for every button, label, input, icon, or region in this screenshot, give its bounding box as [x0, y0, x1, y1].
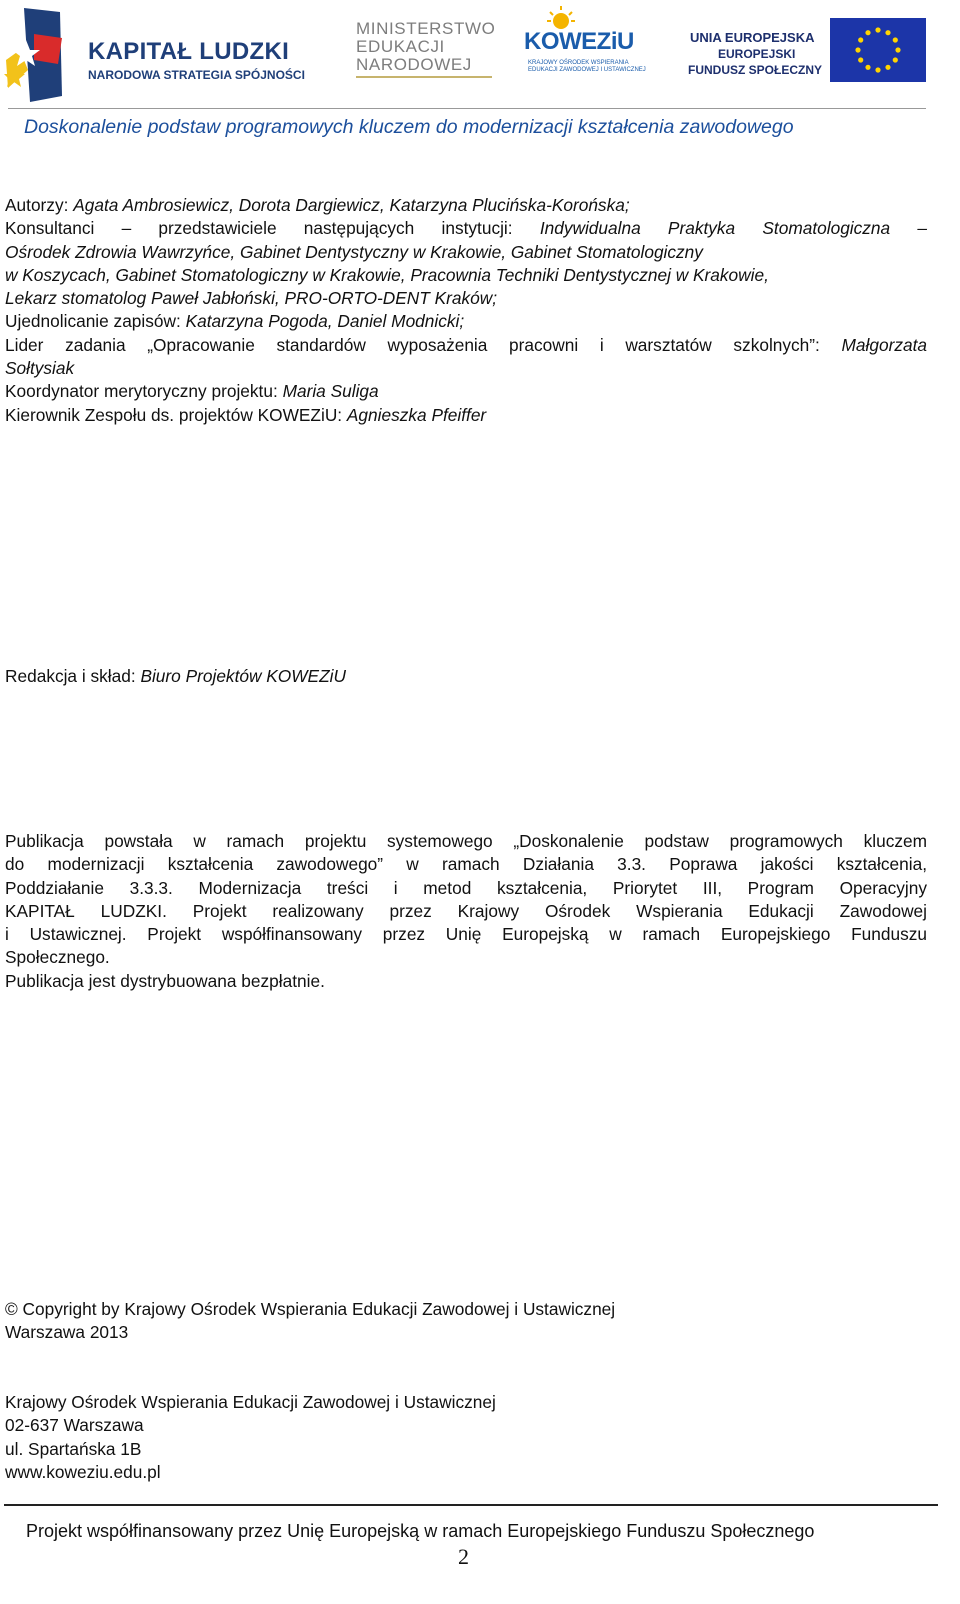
address-section [5, 1391, 927, 1484]
document-title: Doskonalenie podstaw programowych kluczem do modernizacji kształcenia zawodowego [24, 116, 794, 138]
copyright-year: Warszawa 2013 [5, 1322, 129, 1343]
ministerstwo-line3: NARODOWEJ [356, 55, 472, 74]
unia-europejska-logo [688, 4, 938, 92]
koweziu-logo [524, 4, 644, 84]
koweziu-subtitle-line2: EDUKACJI ZAWODOWEJ I USTAWICZNEJ [528, 67, 646, 73]
team-head-label: Kierownik Zespołu ds. projektów KOWEZiU: [5, 404, 347, 425]
consultants-line-4: Lekarz stomatolog Paweł Jabłoński, PRO-ORTO-DENT Kraków; [5, 288, 498, 309]
kapital-ludzki-logo [4, 4, 304, 104]
authors-label: Autorzy: [5, 195, 74, 215]
footer-divider [4, 1504, 938, 1506]
postal-code-city: 02-637 Warszawa [5, 1415, 144, 1436]
unia-line1: UNIA EUROPEJSKA [690, 30, 815, 45]
unification-label: Ujednolicanie zapisów: [5, 311, 186, 332]
unia-line2: EUROPEJSKI [718, 47, 796, 61]
unification-names: Katarzyna Pogoda, Daniel Modnicki; [185, 311, 465, 332]
unia-line3: FUNDUSZ SPOŁECZNY [688, 63, 823, 77]
publication-line-1: Publikacja powstała w ramach projektu systemowego „Doskonalenie podstaw programowych kluczem [5, 831, 927, 851]
consultants-line-3: w Koszycach, Gabinet Stomatologiczny w Krakowie, Pracownia Techniki Dentystycznej w Krakowie, [5, 264, 769, 285]
unification-line [5, 310, 927, 333]
ministerstwo-logo [356, 20, 506, 100]
consultants-line-2: Ośrodek Zdrowia Wawrzyńce, Gabinet Dentystyczny w Krakowie, Gabinet Stomatologiczny [5, 241, 703, 262]
leader-label: Lider zadania „Opracowanie standardów wyposażenia pracowni i warsztatów szkolnych”: [5, 334, 842, 355]
coordinator-label: Koordynator merytoryczny projektu: [5, 381, 283, 402]
street-address: ul. Spartańska 1B [5, 1438, 142, 1459]
page-number: 2 [458, 1544, 469, 1569]
publication-line-4: KAPITAŁ LUDZKI. Projekt realizowany przez Krajowy Ośrodek Wspierania Edukacji Zawodowej [5, 900, 927, 921]
leader-line [5, 334, 927, 357]
leader-surname: Sołtysiak [5, 358, 75, 379]
kapital-ludzki-emblem-icon [4, 4, 84, 104]
kapital-ludzki-subtitle: NARODOWA STRATEGIA SPÓJNOŚCI [88, 68, 305, 82]
leader-first-name: Małgorzata [841, 334, 927, 355]
header-divider [8, 108, 926, 109]
kapital-ludzki-title: KAPITAŁ LUDZKI [88, 38, 290, 65]
authors-names: Agata Ambrosiewicz, Dorota Dargiewicz, Katarzyna Plucińska-Korońska; [73, 195, 630, 215]
copyright-section [5, 1298, 927, 1345]
publication-line-3: Poddziałanie 3.3.3. Modernizacja treści i metod kształcenia, Priorytet III, Program Operacyjny [5, 877, 927, 898]
publication-line-2: do modernizacji kształcenia zawodowego” w ramach Działania 3.3. Poprawa jakości kształcenia, [5, 854, 927, 875]
coordinator-line [5, 380, 927, 403]
copyright-line: © Copyright by Krajowy Ośrodek Wspierania Edukacji Zawodowej i Ustawicznej [5, 1299, 616, 1319]
consultants-line [5, 217, 927, 240]
ministerstwo-line2: EDUKACJI [356, 37, 445, 56]
koweziu-subtitle-line1: KRAJOWY OŚRODEK WSPIERANIA [528, 60, 629, 66]
redakcja-section [5, 665, 927, 688]
credits-section [5, 194, 927, 427]
koweziu-subtitle [528, 60, 646, 74]
coordinator-name: Maria Suliga [282, 381, 379, 402]
koweziu-wordmark: KOWEZiU [524, 28, 634, 55]
redakcja-value: Biuro Projektów KOWEZiU [140, 666, 346, 686]
logo-strip [0, 0, 960, 112]
consultants-names: Indywidualna Praktyka Stomatologiczna – [539, 218, 927, 239]
publication-section [5, 830, 927, 993]
footer-funding-note: Projekt współfinansowany przez Unię Europejską w ramach Europejskiego Funduszu Społecznego [26, 1521, 815, 1541]
consultants-label: Konsultanci – przedstawiciele następujących instytucji: [5, 218, 540, 239]
ministerstwo-rule [356, 76, 492, 78]
redakcja-label: Redakcja i skład: [5, 666, 141, 686]
authors-line [5, 194, 927, 217]
publication-line-6: Społecznego. [5, 947, 110, 968]
team-head-line [5, 404, 927, 427]
eu-flag-icon [830, 18, 926, 82]
ministerstwo-line1: MINISTERSTWO [356, 19, 496, 38]
institution-name: Krajowy Ośrodek Wspierania Edukacji Zawodowej i Ustawicznej [5, 1392, 496, 1412]
redakcja-line [5, 665, 927, 688]
team-head-name: Agnieszka Pfeiffer [346, 404, 487, 425]
free-distribution-note: Publikacja jest dystrybuowana bezpłatnie. [5, 970, 325, 991]
website-link[interactable]: www.koweziu.edu.pl [5, 1461, 161, 1482]
publication-line-5: i Ustawicznej. Projekt współfinansowany przez Unię Europejską w ramach Europejskiego Funduszu [5, 924, 927, 945]
